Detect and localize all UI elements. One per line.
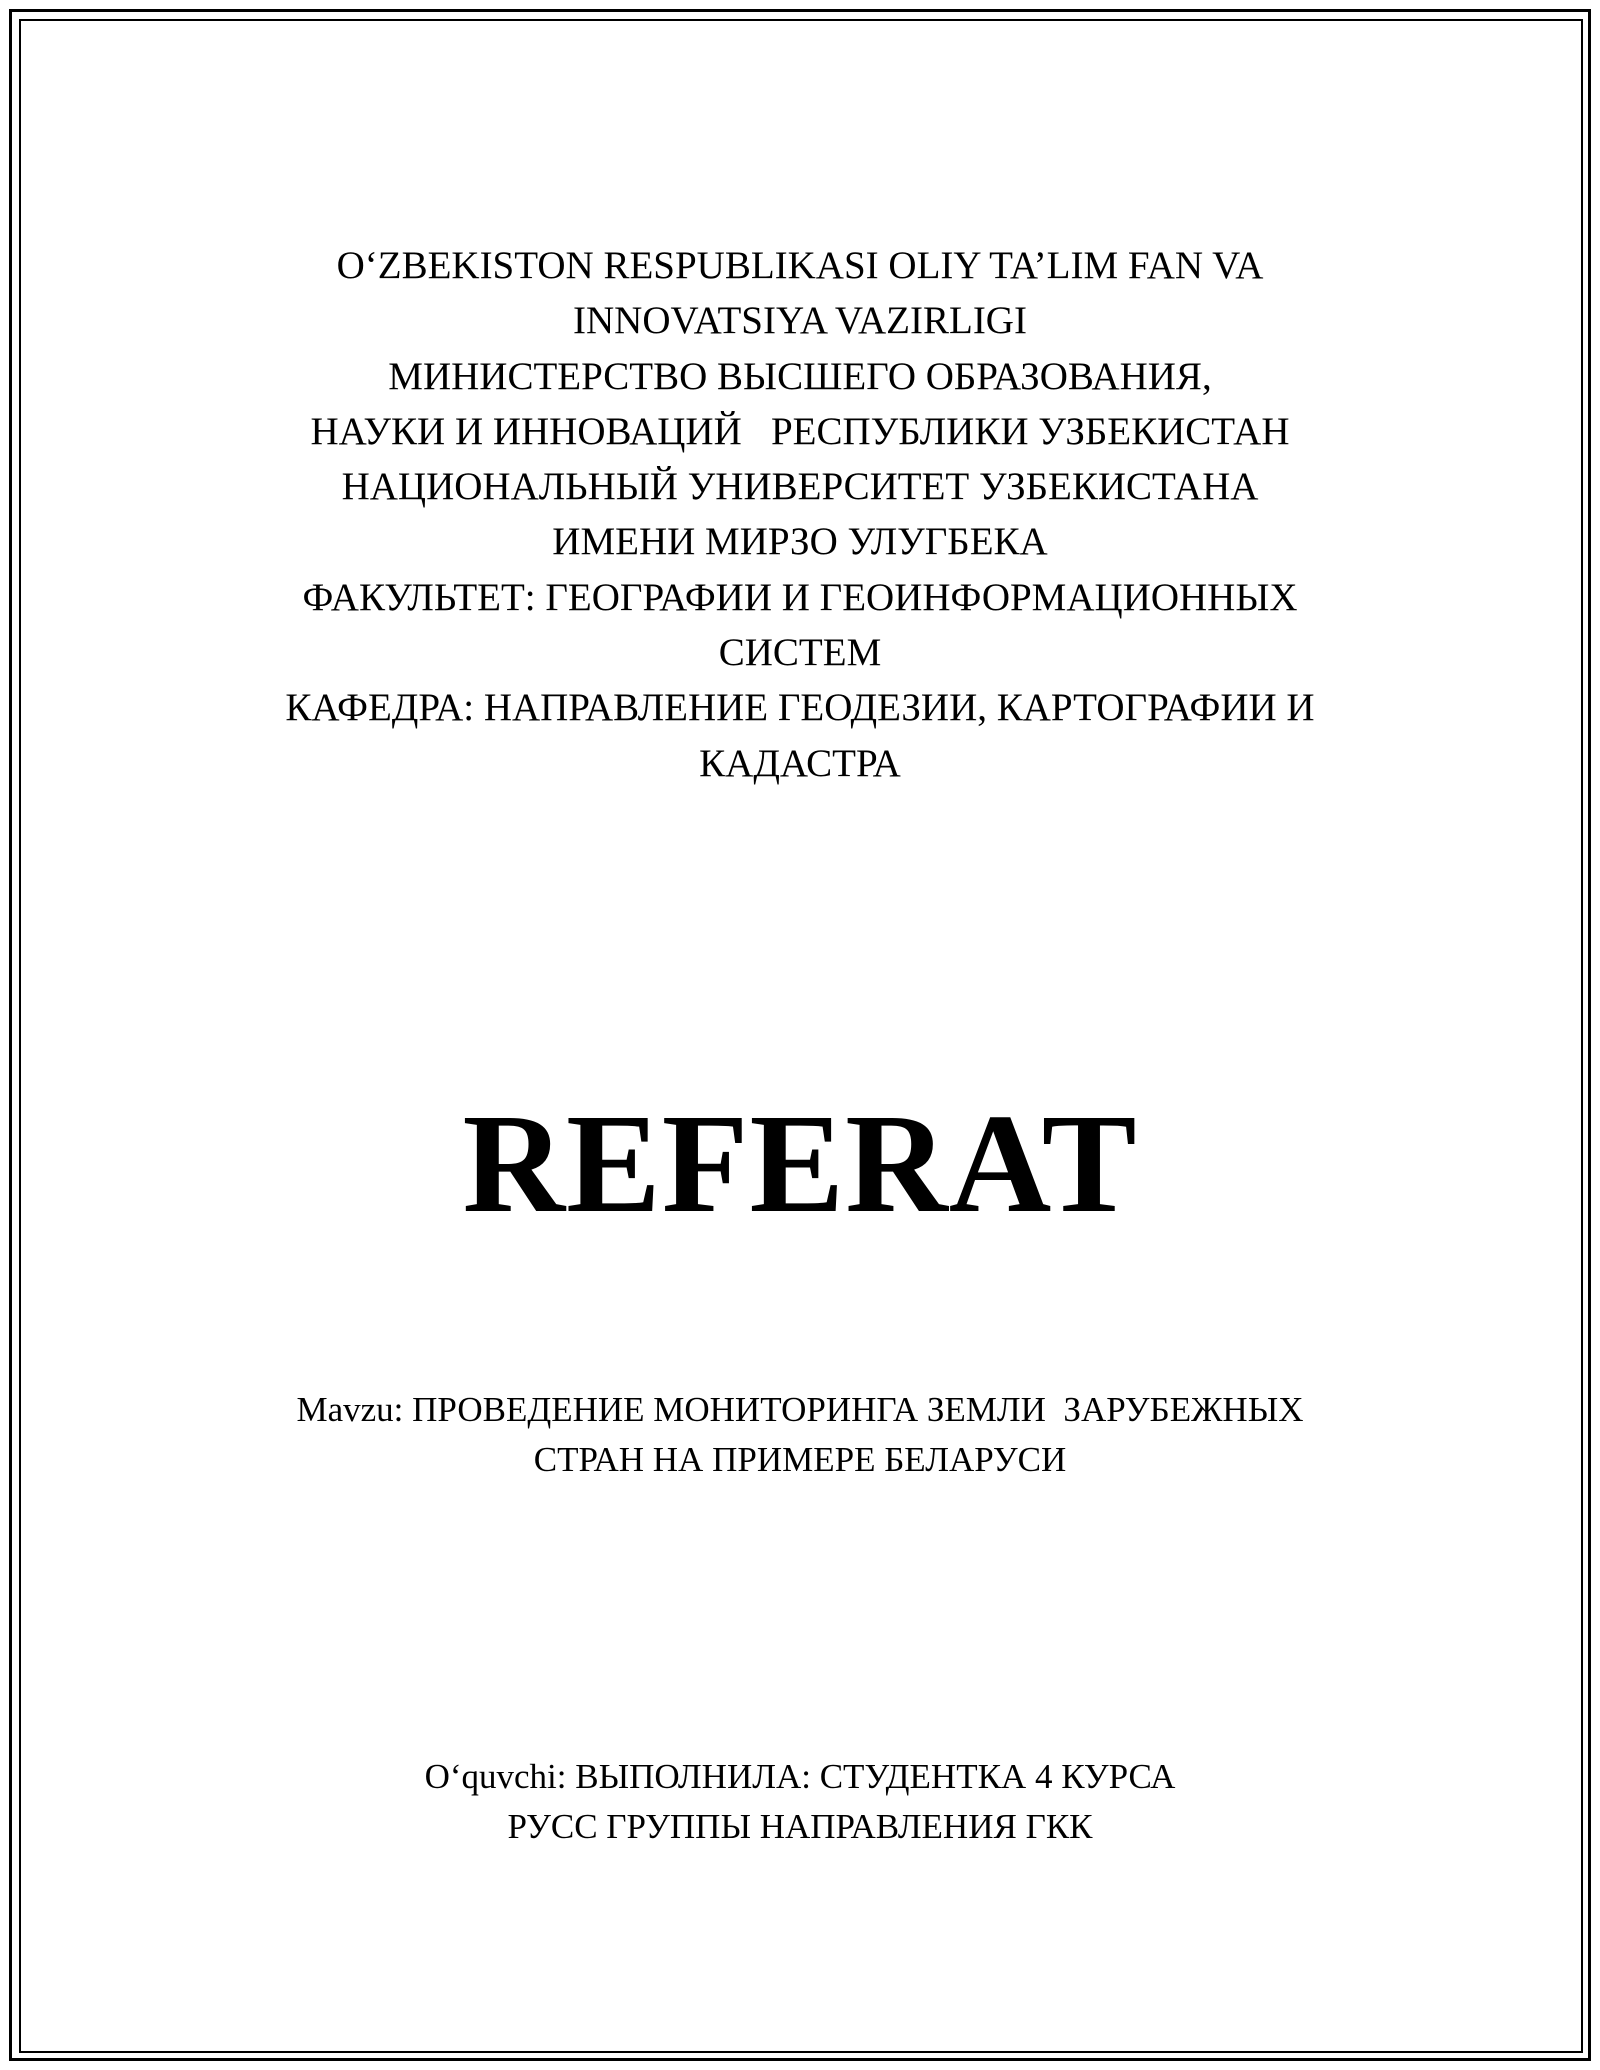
- document-title: REFERAT: [462, 1084, 1138, 1242]
- topic-line-2: СТРАН НА ПРИМЕРЕ БЕЛАРУСИ: [533, 1440, 1067, 1479]
- header-line-department-2: КАДАСТРА: [699, 741, 901, 785]
- header-line-university-1: НАЦИОНАЛЬНЫЙ УНИВЕРСИТЕТ УЗБЕКИСТАНА: [341, 465, 1259, 509]
- student-line-1: O‘quvchi: ВЫПОЛНИЛА: СТУДЕНТКА 4 КУРСА: [424, 1757, 1176, 1796]
- header-line-university-2: ИМЕНИ МИРЗО УЛУГБЕКА: [552, 520, 1048, 564]
- student-block: [100, 1752, 1500, 1852]
- header-line-faculty-1: ФАКУЛЬТЕТ: ГЕОГРАФИИ И ГЕОИНФОРМАЦИОННЫХ: [302, 575, 1298, 619]
- header-line-faculty-2: СИСТЕМ: [718, 631, 882, 675]
- header-line-ministry-ru-2: НАУКИ И ИННОВАЦИЙ РЕСПУБЛИКИ УЗБЕКИСТАН: [310, 409, 1290, 453]
- header-line-ministry-uz-1: O‘ZBEKISTON RESPUBLIKASI OLIY TA’LIM FAN VA: [336, 244, 1264, 287]
- header-line-ministry-ru-1: МИНИСТЕРСТВО ВЫСШЕГО ОБРАЗОВАНИЯ,: [388, 354, 1212, 398]
- header-line-department-1: КАФЕДРА: НАПРАВЛЕНИЕ ГЕОДЕЗИИ, КАРТОГРАФИИ И: [285, 686, 1315, 730]
- topic-block: [100, 1385, 1500, 1485]
- topic-line-1: Mavzu: ПРОВЕДЕНИЕ МОНИТОРИНГА ЗЕМЛИ ЗАРУБЕЖНЫХ: [296, 1390, 1304, 1429]
- institution-header: [100, 238, 1500, 791]
- student-line-2: РУСС ГРУППЫ НАПРАВЛЕНИЯ ГКК: [507, 1807, 1093, 1846]
- header-line-ministry-uz-2: INNOVATSIYA VAZIRLIGI: [573, 299, 1027, 343]
